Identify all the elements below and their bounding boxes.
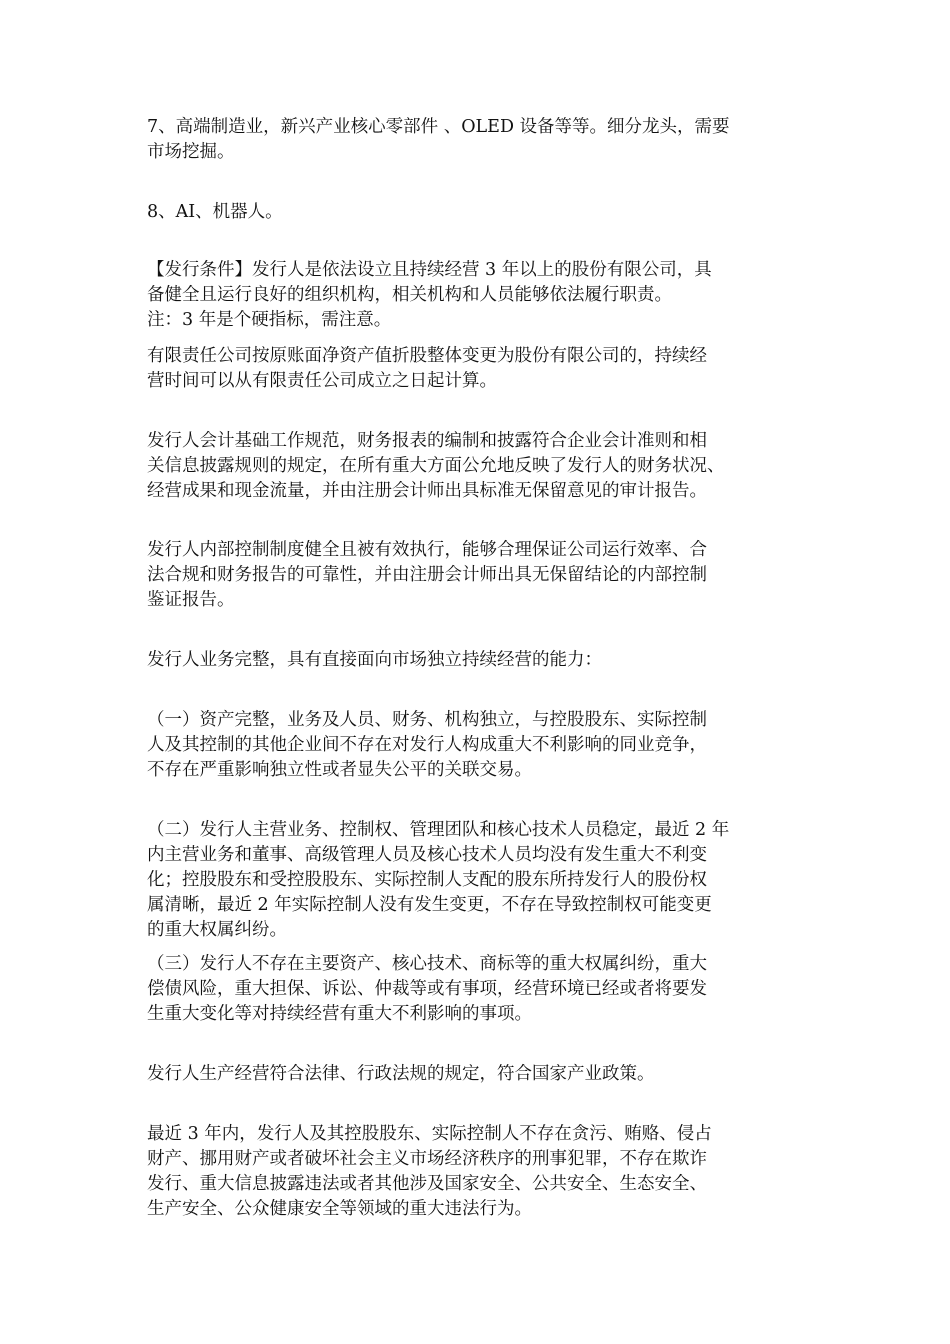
text-line-note: 注：3 年是个硬指标，需注意。 xyxy=(147,310,392,330)
text-line: 7、高端制造业，新兴产业核心零部件 、OLED 设备等等。细分龙头，需要 xyxy=(147,117,730,137)
text-line: 生重大变化等对持续经营有重大不利影响的事项。 xyxy=(147,1004,532,1024)
paragraph-accounting xyxy=(147,429,817,504)
text-line: 财产、挪用财产或者破坏社会主义市场经济秩序的刑事犯罪，不存在欺诈 xyxy=(147,1149,707,1169)
text-line: 生产安全、公众健康安全等领域的重大违法行为。 xyxy=(147,1199,532,1219)
paragraph-item-7 xyxy=(147,115,817,165)
paragraph-no-crimes xyxy=(147,1122,817,1222)
paragraph-legal-compliance xyxy=(147,1062,817,1087)
text-line: 经营成果和现金流量，并由注册会计师出具标准无保留意见的审计报告。 xyxy=(147,481,707,501)
text-line: 发行人生产经营符合法律、行政法规的规定，符合国家产业政策。 xyxy=(147,1064,655,1084)
text-line: 最近 3 年内，发行人及其控股股东、实际控制人不存在贪污、贿赂、侵占 xyxy=(147,1124,712,1144)
paragraph-issuance-conditions xyxy=(147,258,817,333)
paragraph-internal-control xyxy=(147,538,817,613)
text-line: 发行人会计基础工作规范，财务报表的编制和披露符合企业会计准则和相 xyxy=(147,431,707,451)
text-line: 内主营业务和董事、高级管理人员及核心技术人员均没有发生重大不利变 xyxy=(147,845,707,865)
text-line: 【发行条件】发行人是依法设立且持续经营 3 年以上的股份有限公司，具 xyxy=(147,260,712,280)
text-line: 化；控股股东和受控股股东、实际控制人支配的股东所持发行人的股份权 xyxy=(147,870,707,890)
text-line: （二）发行人主营业务、控制权、管理团队和核心技术人员稳定，最近 2 年 xyxy=(147,820,730,840)
text-line: 属清晰，最近 2 年实际控制人没有发生变更，不存在导致控制权可能变更 xyxy=(147,895,712,915)
text-line: 发行、重大信息披露违法或者其他涉及国家安全、公共安全、生态安全、 xyxy=(147,1174,707,1194)
text-line: 法合规和财务报告的可靠性，并由注册会计师出具无保留结论的内部控制 xyxy=(147,565,707,585)
text-line: 备健全且运行良好的组织机构，相关机构和人员能够依法履行职责。 xyxy=(147,285,672,305)
text-line: 8、AI、机器人。 xyxy=(147,202,283,222)
text-line: 不存在严重影响独立性或者显失公平的关联交易。 xyxy=(147,760,532,780)
text-line: （一）资产完整，业务及人员、财务、机构独立，与控股股东、实际控制 xyxy=(147,710,707,730)
text-line: 发行人内部控制制度健全且被有效执行，能够合理保证公司运行效率、合 xyxy=(147,540,707,560)
text-line: 鉴证报告。 xyxy=(147,590,235,610)
text-line: 人及其控制的其他企业间不存在对发行人构成重大不利影响的同业竞争， xyxy=(147,735,707,755)
paragraph-business-integrity xyxy=(147,648,817,673)
paragraph-point-3 xyxy=(147,952,817,1027)
text-line: 市场挖掘。 xyxy=(147,142,235,162)
paragraph-point-2 xyxy=(147,818,817,943)
paragraph-llc-conversion xyxy=(147,344,817,394)
text-line: 关信息披露规则的规定，在所有重大方面公允地反映了发行人的财务状况、 xyxy=(147,456,725,476)
paragraph-item-8 xyxy=(147,200,817,225)
text-line: 偿债风险，重大担保、诉讼、仲裁等或有事项，经营环境已经或者将要发 xyxy=(147,979,707,999)
text-line: 营时间可以从有限责任公司成立之日起计算。 xyxy=(147,371,497,391)
text-line: 的重大权属纠纷。 xyxy=(147,920,287,940)
text-line: 发行人业务完整，具有直接面向市场独立持续经营的能力： xyxy=(147,650,602,670)
text-line: 有限责任公司按原账面净资产值折股整体变更为股份有限公司的，持续经 xyxy=(147,346,707,366)
paragraph-point-1 xyxy=(147,708,817,783)
text-line: （三）发行人不存在主要资产、核心技术、商标等的重大权属纠纷，重大 xyxy=(147,954,707,974)
